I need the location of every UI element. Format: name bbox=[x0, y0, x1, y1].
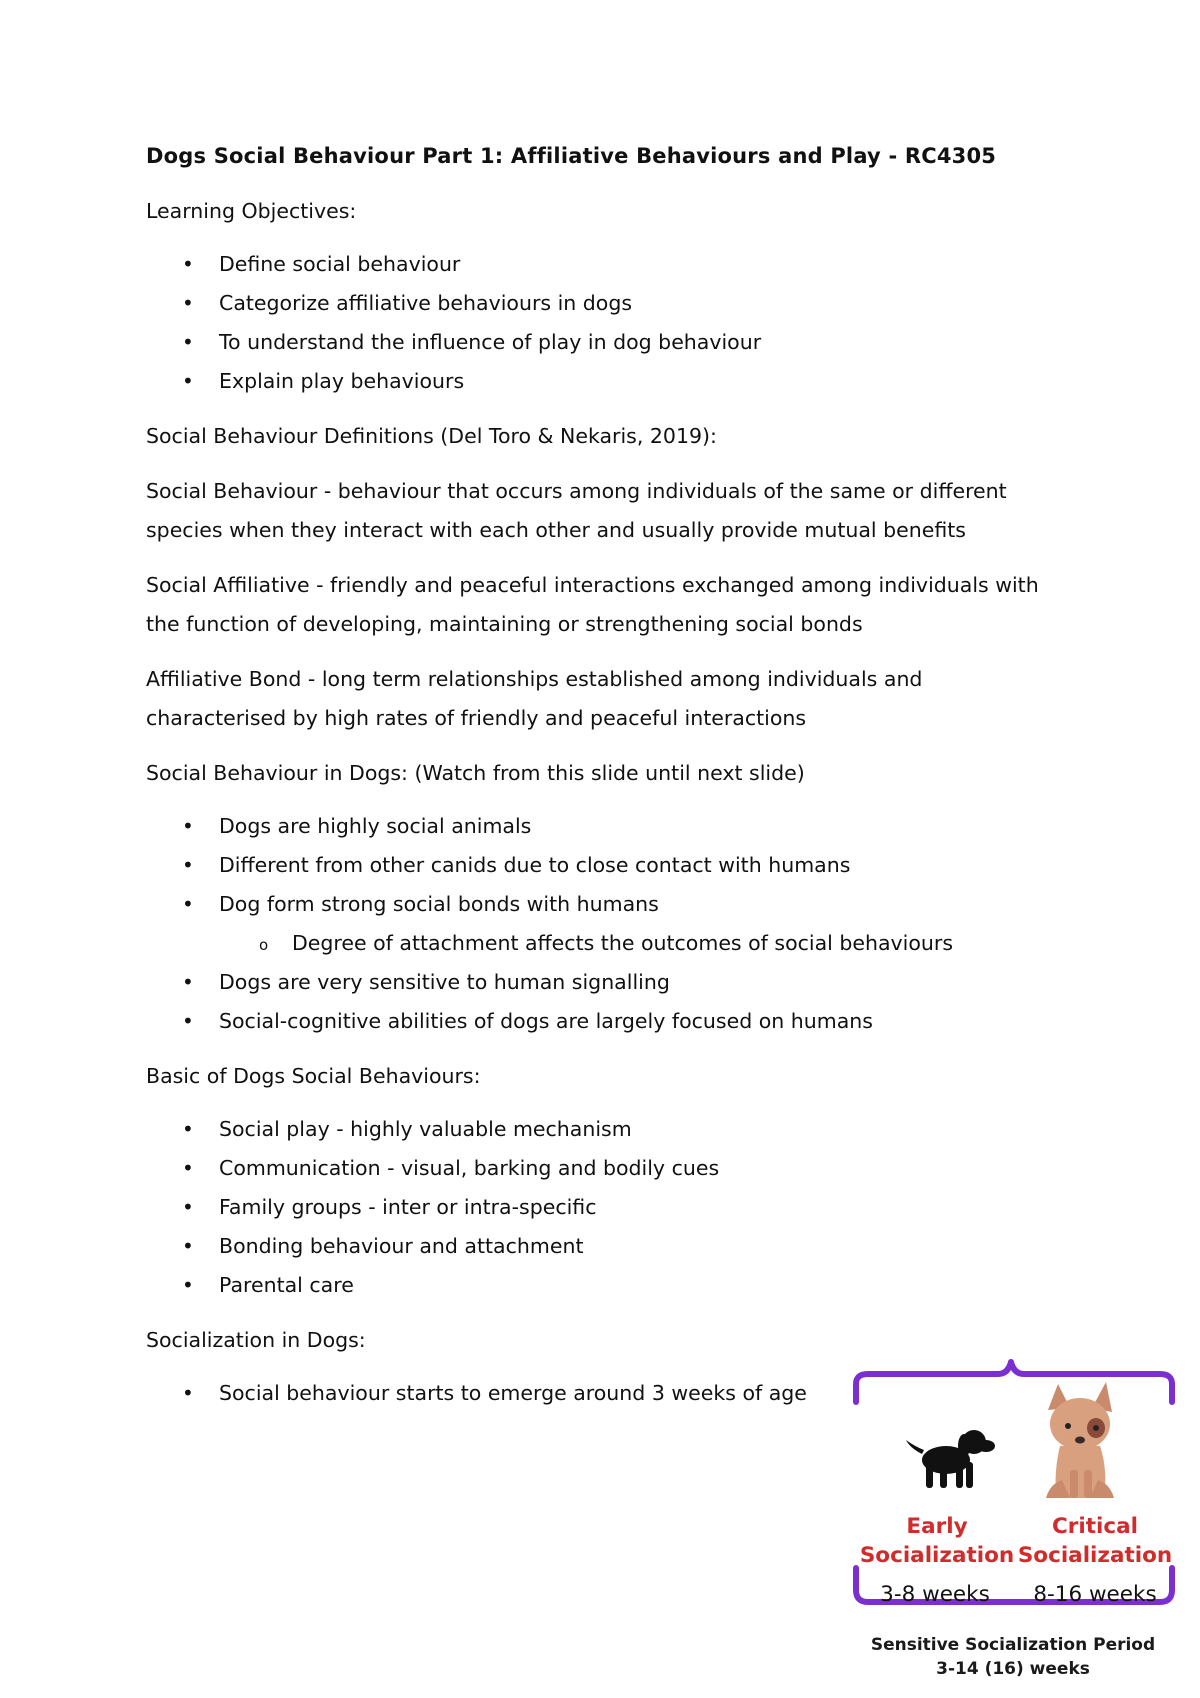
critical-socialization-label bbox=[1016, 1512, 1174, 1570]
sub-list-item: o Degree of attachment affects the outcomes of social behaviours bbox=[146, 924, 1066, 963]
early-weeks-label: 3-8 weeks bbox=[880, 1582, 990, 1607]
definition-social-affiliative: Social Affiliative - friendly and peaceful interactions exchanged among individuals with the function of developing, maintaining or strengthening social bonds bbox=[146, 573, 1039, 636]
black-puppy-icon bbox=[906, 1430, 995, 1488]
definitions-heading: Social Behaviour Definitions (Del Toro & Nekaris, 2019): bbox=[146, 424, 717, 448]
critical-weeks-label: 8-16 weeks bbox=[1033, 1582, 1157, 1607]
list-item: • Define social behaviour bbox=[146, 245, 1066, 284]
document-title: Dogs Social Behaviour Part 1: Affiliative Behaviours and Play - RC4305 bbox=[146, 144, 997, 168]
list-item: • Different from other canids due to close contact with humans bbox=[146, 846, 1066, 885]
list-item: • Social play - highly valuable mechanism bbox=[146, 1110, 1066, 1149]
basic-list bbox=[146, 1110, 1066, 1305]
basic-heading: Basic of Dogs Social Behaviours: bbox=[146, 1064, 481, 1088]
list-item: • To understand the influence of play in dog behaviour bbox=[146, 323, 1066, 362]
document-page bbox=[146, 144, 1066, 1429]
list-item: • Social-cognitive abilities of dogs are largely focused on humans bbox=[146, 1002, 1066, 1041]
socialization-list bbox=[146, 1374, 836, 1413]
period-line1: Sensitive Socialization Period bbox=[870, 1635, 1156, 1655]
list-item: • Dog form strong social bonds with humans bbox=[146, 885, 1066, 924]
list-item: • Dogs are very sensitive to human signalling bbox=[146, 963, 1066, 1002]
list-item: • Bonding behaviour and attachment bbox=[146, 1227, 1066, 1266]
dogs-list bbox=[146, 807, 1066, 924]
early-label-line2: Socialization bbox=[859, 1543, 1015, 1568]
critical-label-line2: Socialization bbox=[1017, 1543, 1173, 1568]
list-item: • Family groups - inter or intra-specific bbox=[146, 1188, 1066, 1227]
list-item: • Communication - visual, barking and bodily cues bbox=[146, 1149, 1066, 1188]
list-item: • Parental care bbox=[146, 1266, 1066, 1305]
definition-affiliative-bond: Affiliative Bond - long term relationships established among individuals and characterised by high rates of friendly and peaceful interactions bbox=[146, 667, 923, 730]
brown-dog-icon bbox=[1046, 1382, 1114, 1498]
socialization-period-figure bbox=[848, 1350, 1178, 1680]
dogs-sublist bbox=[146, 924, 1066, 963]
socialization-heading: Socialization in Dogs: bbox=[146, 1328, 366, 1352]
early-label-line1: Early bbox=[906, 1514, 968, 1539]
list-item: • Categorize affiliative behaviours in dogs bbox=[146, 284, 1066, 323]
list-item: • Social behaviour starts to emerge around 3 weeks of age bbox=[146, 1374, 836, 1413]
objectives-list bbox=[146, 245, 1066, 401]
period-line2: 3-14 (16) weeks bbox=[936, 1659, 1090, 1679]
top-bracket bbox=[856, 1362, 1172, 1402]
dogs-heading: Social Behaviour in Dogs: (Watch from this slide until next slide) bbox=[146, 761, 805, 785]
definition-social-behaviour: Social Behaviour - behaviour that occurs among individuals of the same or different species when they interact with each other and usually provide mutual benefits bbox=[146, 479, 1007, 542]
critical-label-line1: Critical bbox=[1051, 1514, 1139, 1539]
list-item: • Dogs are highly social animals bbox=[146, 807, 1066, 846]
dogs-list-continued bbox=[146, 963, 1066, 1041]
objectives-heading: Learning Objectives: bbox=[146, 199, 357, 223]
list-item: • Explain play behaviours bbox=[146, 362, 1066, 401]
early-socialization-label bbox=[854, 1512, 1020, 1570]
sensitive-period-caption bbox=[848, 1633, 1178, 1681]
